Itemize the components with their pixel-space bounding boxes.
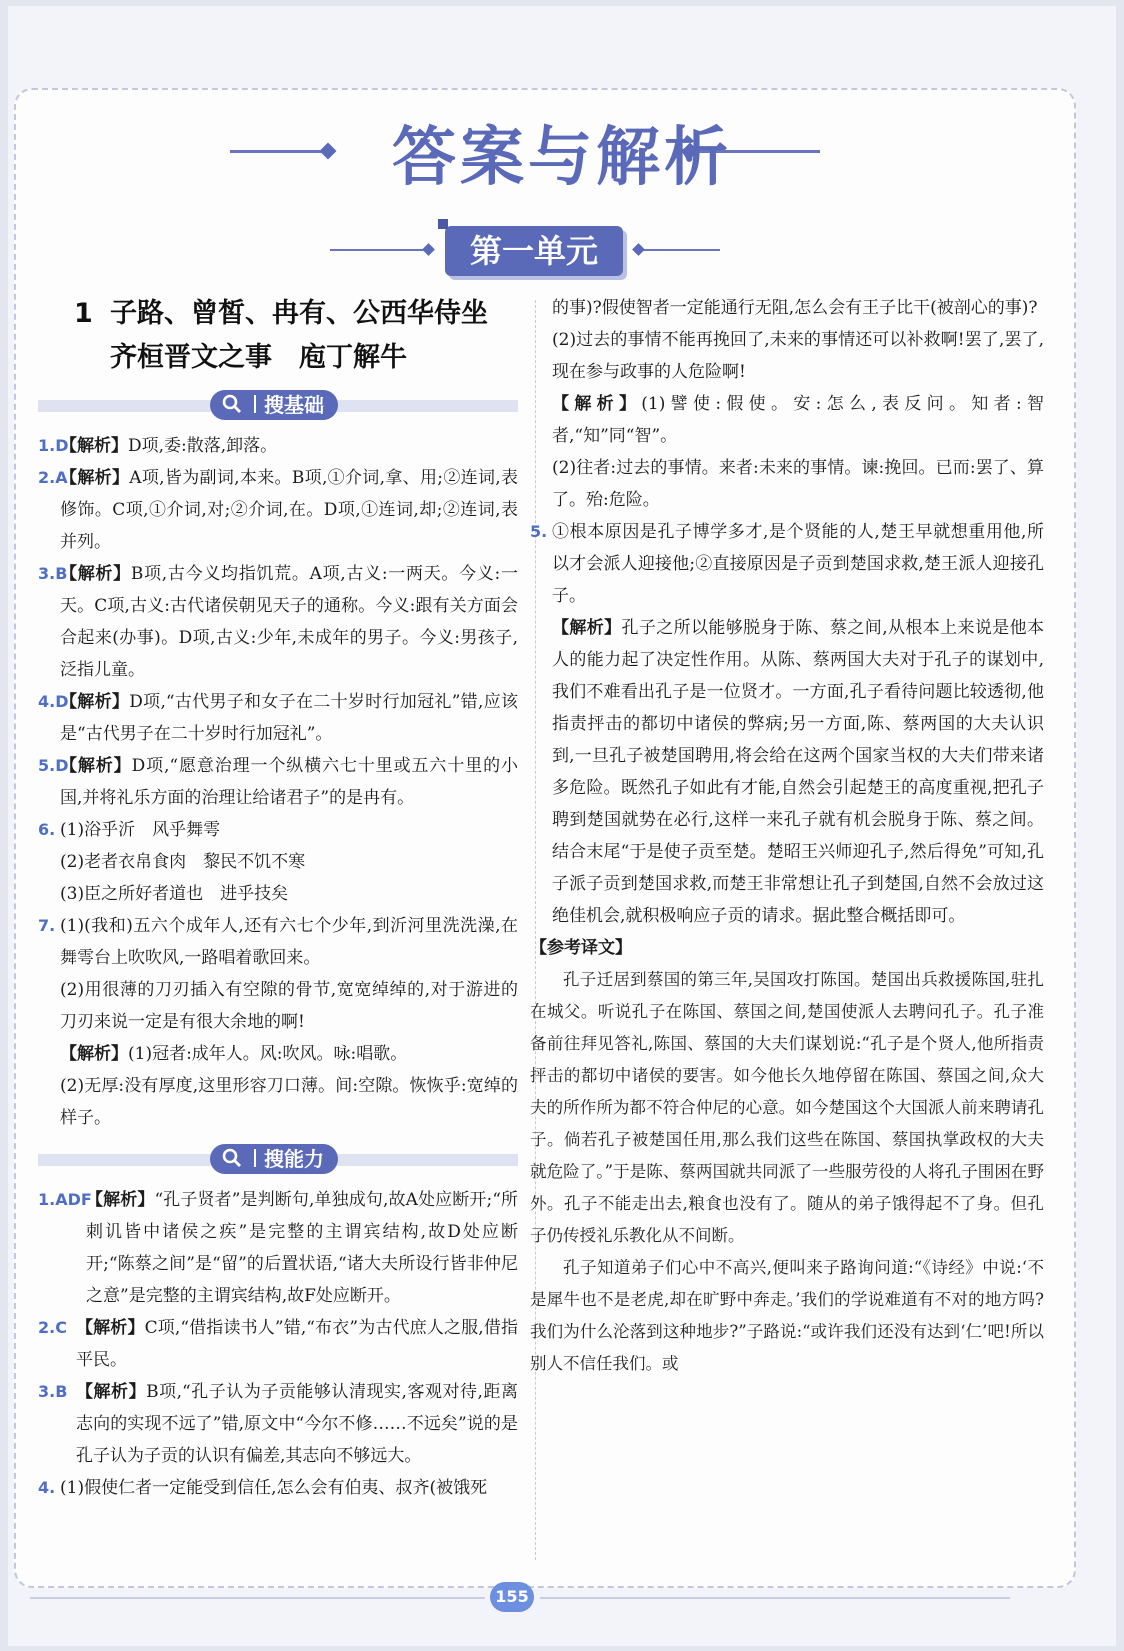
answer-line: (2)老者衣帛食肉 黎民不饥不寒 [60, 852, 306, 872]
answer-item: 3.B 【解析】B项,古今义均指饥荒。A项,古义:一两天。今义:一天。C项,古义:古代诸侯朝见天子的通称。今义:跟有关方面会合起来(办事)。D项,古义:少年,未成年的男子。今义:男孩子,泛指儿童。 [38, 564, 518, 680]
answer-line: 的事)?假使智者一定能通行无阻,怎么会有王子比干(被剖心的事)? [552, 298, 1038, 318]
answer-item: 4.D 【解析】D项,“古代男子和女子在二十岁时行加冠礼”错,应该是“古代男子在二十岁时行加冠礼”。 [38, 692, 518, 744]
answer-line: (2)往者:过去的事情。来者:未来的事情。谏:挽回。已而:罢了、算了。殆:危险。 [552, 458, 1044, 510]
footer-rule-left [30, 1597, 485, 1599]
unit-title: 第一单元 [469, 232, 598, 270]
unit-rule-right [640, 249, 720, 251]
section-ability [38, 1144, 518, 1174]
answer-item: 4. (1)假使仁者一定能受到信任,怎么会有伯夷、叔齐(被饿死 [38, 1478, 488, 1498]
unit-rule-left [330, 249, 430, 251]
answer-line: (2)无厚:没有厚度,这里形容刀口薄。间:空隙。恢恢乎:宽绰的样子。 [60, 1076, 518, 1128]
answer-item: 3.B 【解析】B项,“孔子认为子贡能够认清现实,客观对待,距离志向的实现不远了”错,原文中“今尔不修……不远矣”说的是孔子认为子贡的认识有偏差,其志向不够远大。 [38, 1382, 518, 1466]
section-basic-label: 搜基础 [264, 393, 324, 417]
answer-line: (2)用很薄的刀刃插入有空隙的骨节,宽宽绰绰的,对于游进的刀刃来说一定是有很大余地的啊! [60, 980, 518, 1032]
answer-line: 【解析】(1)冠者:成年人。风:吹风。咏:唱歌。 [60, 1044, 408, 1064]
answer-item: 5. ①根本原因是孔子博学多才,是个贤能的人,楚王早就想重用他,所以才会派人迎接他;②直接原因是子贡到楚国求救,楚王派人迎接孔子。 [530, 522, 1044, 606]
answer-item: 2.A 【解析】A项,皆为副词,本来。B项,①介词,拿、用;②连词,表修饰。C项,①介词,对;②介词,在。D项,①连词,却;②连词,表并列。 [38, 468, 519, 552]
footer-rule-right [540, 1597, 1010, 1599]
section-ability-label: 搜能力 [264, 1147, 324, 1171]
answer-line: 【解析】(1)譬使:假使。安:怎么,表反问。知者:智者,“知”同“智”。 [552, 394, 1045, 446]
translation-paragraph: 孔子迁居到蔡国的第三年,吴国攻打陈国。楚国出兵救援陈国,驻扎在城父。听说孔子在陈国、蔡国之间,楚国使派人去聘问孔子。孔子准备前往拜见答礼,陈国、蔡国的大夫们谋划说:“孔子是个贤人,他所指责抨击的都切中诸侯的要害。如今他长久地停留在陈国、蔡国之间,众大夫的所作所为都不符合仲尼的心意。如今楚国这个大国派人前来聘请孔子。倘若孔子被楚国任用,那么我们这些在陈国、蔡国执掌政权的大夫就危险了。”于是陈、蔡两国就共同派了一些服劳役的人将孔子围困在野外。孔子不能走出去,粮食也没有了。随从的弟子饿得起不了身。但孔子仍传授礼乐教化从不间断。 [530, 970, 1044, 1245]
answer-line: (2)过去的事情不能再挽回了,未来的事情还可以补救啊!罢了,罢了,现在参与政事的人危险啊! [552, 330, 1044, 382]
answer-line: 【解析】孔子之所以能够脱身于陈、蔡之间,从根本上来说是他本人的能力起了决定性作用。从陈、蔡两国大夫对于孔子的谋划中,我们不难看出孔子是一位贤才。一方面,孔子看待问题比较透彻,他指责抨击的都切中诸侯的弊病;另一方面,陈、蔡两国的大夫认识到,一旦孔子被楚国聘用,将会给在这两个国家当权的大夫们带来诸多危险。既然孔子如此有才能,自然会引起楚王的高度重视,把孔子聘到楚国就势在必行,这样一来孔子就有机会脱身于陈、蔡之间。结合末尾“于是使子贡至楚。楚昭王兴师迎孔子,然后得免”可知,孔子派子贡到楚国求救,而楚王非常想让孔子到楚国,自然不会放过这绝佳机会,就积极响应子贡的请求。据此整合概括即可。 [552, 618, 1044, 926]
page-title: 答案与解析 [392, 121, 732, 195]
search-icon [222, 1144, 256, 1174]
lesson-number: 1 [74, 298, 93, 329]
search-icon [222, 390, 256, 420]
lesson-title-line1: 子路、曾皙、冉有、公西华侍坐 [110, 298, 488, 329]
section-basic [38, 390, 518, 420]
answer-item: 7. (1)(我和)五六个成年人,还有六七个少年,到沂河里洗洗澡,在舞雩台上吹吹风,一路唱着歌回来。 [38, 916, 518, 968]
answer-item: 1.D 【解析】D项,委:散落,卸落。 [38, 436, 278, 456]
answer-item: 6. (1)浴乎沂 风乎舞雩 [38, 820, 221, 840]
answer-item: 1.ADF 【解析】“孔子贤者”是判断句,单独成句,故A处应断开;“所刺讥皆中诸侯之疾”是完整的主谓宾结构,故D处应断开;“陈蔡之间”是“留”的后置状语,“诸大夫所设行皆非仲尼之意”是完整的主谓宾结构,故F处应断开。 [38, 1190, 519, 1306]
answer-item: 5.D 【解析】D项,“愿意治理一个纵横六七十里或五六十里的小国,并将礼乐方面的治理让给诸君子”的是冉有。 [38, 756, 518, 808]
page-number: 155 [490, 1582, 534, 1612]
answer-item: 2.C 【解析】C项,“借指读书人”错,“布衣”为古代庶人之服,借指平民。 [38, 1318, 519, 1370]
answer-line: (3)臣之所好者道也 进乎技矣 [60, 884, 289, 904]
lesson-title [38, 292, 518, 380]
left-column [38, 292, 518, 1504]
right-column [530, 292, 1045, 1380]
translation-paragraph: 孔子知道弟子们心中不高兴,便叫来子路询问道:“《诗经》中说:‘不是犀牛也不是老虎,却在旷野中奔走。’我们的学说难道有不对的地方吗?我们为什么沦落到这种地步?”子路说:“或许我们还没有达到‘仁’吧!所以别人不信任我们。或 [530, 1258, 1044, 1373]
reference-translation-heading: 【参考译文】 [530, 938, 632, 958]
lesson-title-line2: 齐桓晋文之事 庖丁解牛 [110, 342, 407, 373]
